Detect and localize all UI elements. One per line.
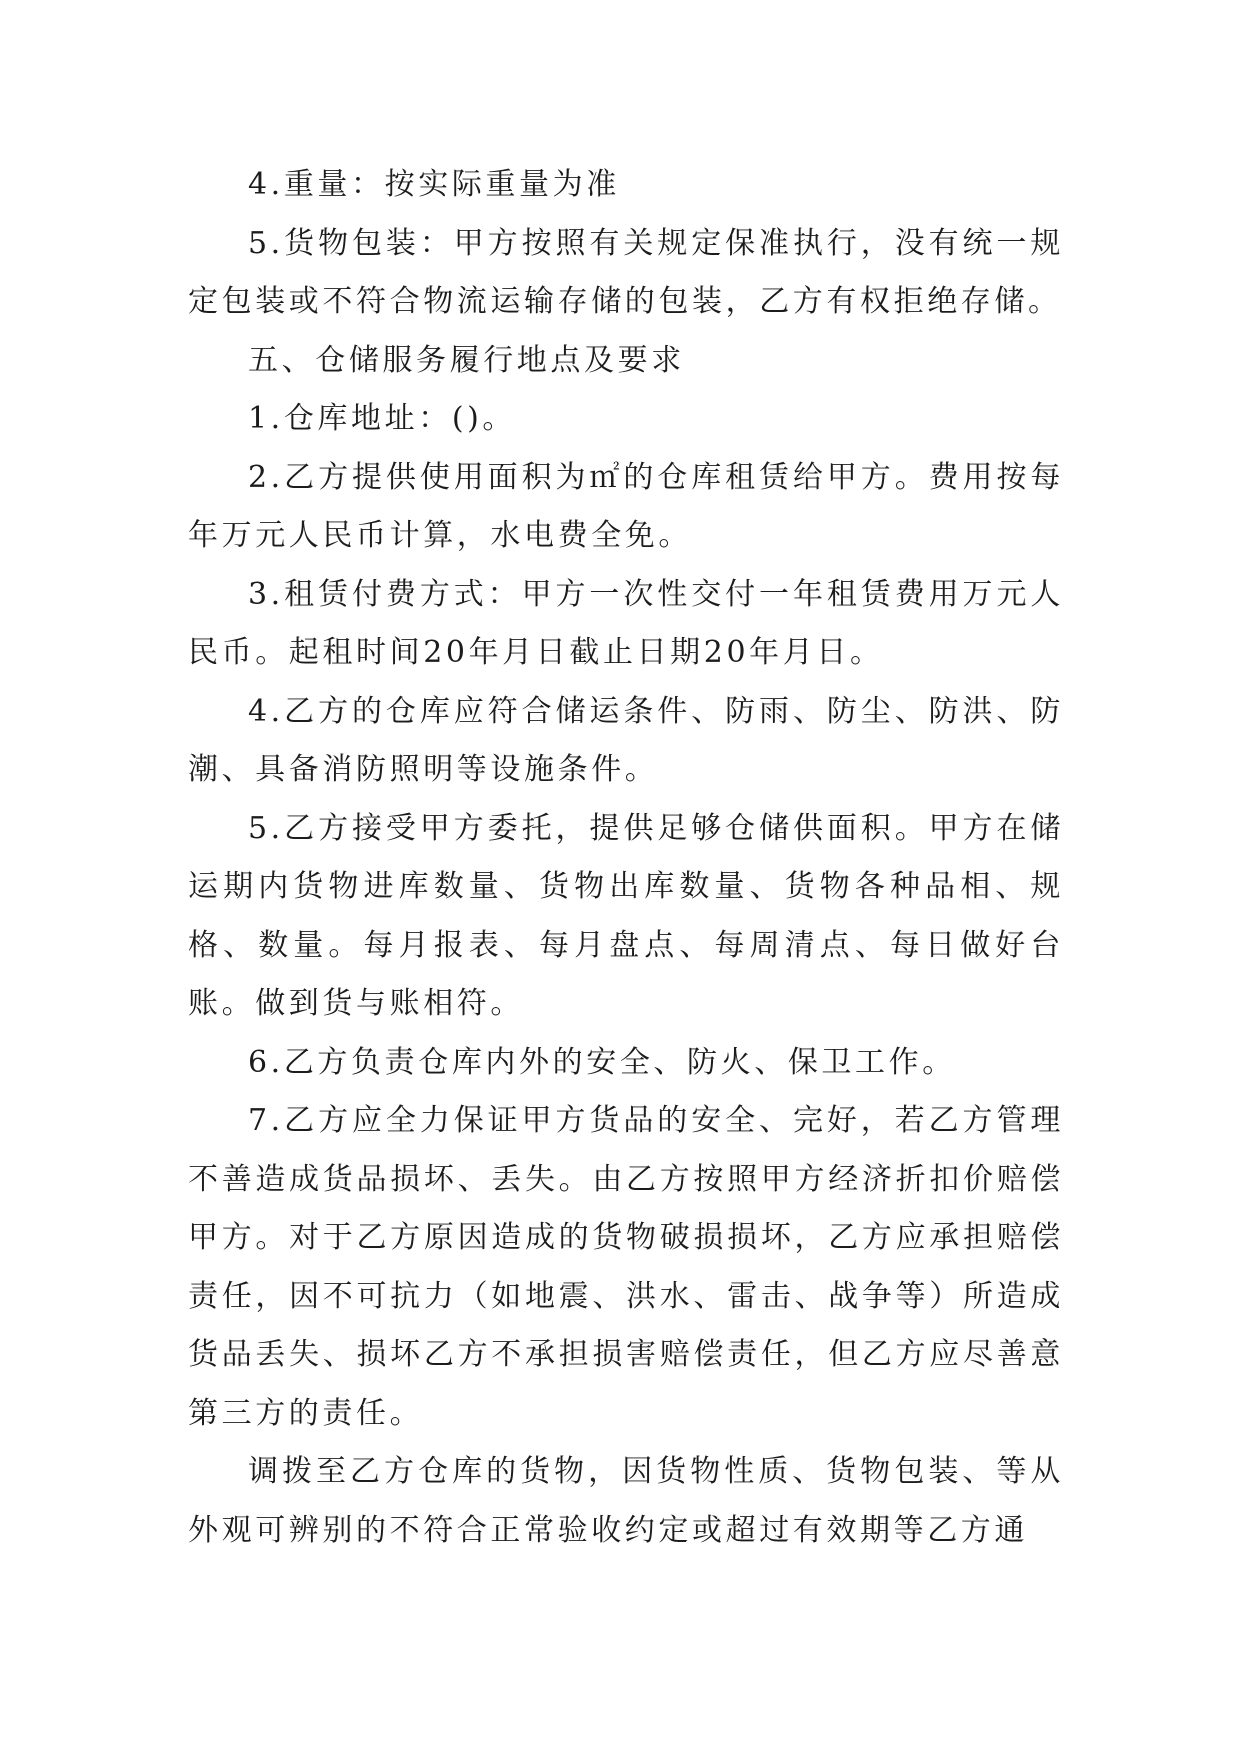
paragraph-security: 6.乙方负责仓库内外的安全、防火、保卫工作。 — [248, 1044, 956, 1080]
paragraph-area: 2.乙方提供使用面积为㎡的仓库租赁给甲方。费用按每年万元人民币计算，水电费全免。 — [188, 459, 1064, 553]
section-heading-location: 五、仓储服务履行地点及要求 — [248, 342, 685, 378]
paragraph-liability: 7.乙方应全力保证甲方货品的安全、完好，若乙方管理不善造成货品损坏、丢失。由乙方按照甲方经济折扣价赔偿甲方。对于乙方原因造成的货物破损损坏，乙方应承担赔偿责任，因不可抗力（如地震、洪水、雷击、战争等）所造成货品丢失、损坏乙方不承担损害赔偿责任，但乙方应尽善意第三方的责任。 — [188, 1103, 1064, 1431]
paragraph-storage-duties: 5.乙方接受甲方委托，提供足够仓储供面积。甲方在储运期内货物进库数量、货物出库数量、货物各种品相、规格、数量。每月报表、每月盘点、每周清点、每日做好台账。做到货与账相符。 — [188, 810, 1064, 1021]
document-body — [188, 156, 1064, 1560]
paragraph-transfer: 调拨至乙方仓库的货物，因货物性质、货物包装、等从外观可辨别的不符合正常验收约定或超过有效期等乙方通 — [188, 1454, 1064, 1548]
paragraph-address: 1.仓库地址：()。 — [248, 401, 517, 436]
paragraph-packaging: 5.货物包装：甲方按照有关规定保准执行，没有统一规定包装或不符合物流运输存储的包装，乙方有权拒绝存储。 — [188, 225, 1064, 319]
paragraph-payment: 3.租赁付费方式：甲方一次性交付一年租赁费用万元人民币。起租时间20年月日截止日期20年月日。 — [188, 576, 1064, 670]
paragraph-weight: 4.重量：按实际重量为准 — [248, 167, 620, 202]
paragraph-conditions: 4.乙方的仓库应符合储运条件、防雨、防尘、防洪、防潮、具备消防照明等设施条件。 — [188, 693, 1064, 787]
